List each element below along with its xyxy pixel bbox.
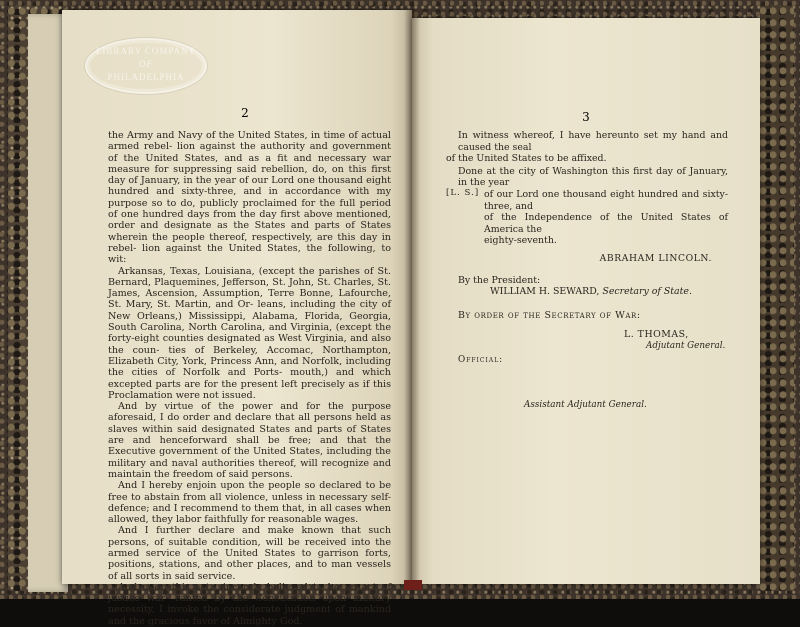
page-number-right: 3 (582, 110, 590, 124)
witness-line: In witness whereof, I have hereunto set my hand and caused the seal (458, 130, 728, 153)
thomas-signature: L. THOMAS, (624, 329, 689, 341)
assistant-adjutant-title: Assistant Adjutant General. (524, 400, 647, 411)
library-blind-stamp (85, 38, 207, 94)
book-gutter (404, 10, 420, 586)
dating-line: Done at the city of Washington this first day of January, in the year (458, 165, 728, 189)
dating-clause (458, 166, 728, 247)
paragraph: Arkansas, Texas, Louisiana, (except the parishes of St. Bernard, Plaquemines, Jefferson, St. John, St. Charles, St. James, Ascension, Assumption, Terre Bonne, Lafourche, St. Mary, St. Martin, and Or- leans, including the city of New Orleans,) Mississippi, Alabama, Florida, Georgia, South Carolina, North Carolina, and Virginia, (except the forty-eight counties designated as West Virginia, and also the coun- ties of Berkeley, Accomac, Northampton, Elizabeth City, York, Princess Ann, and Norfolk, including the cities of Norfolk and Ports- mouth,) and which excepted parts are for the present left precisely as if this Proclamation were not issued. (108, 265, 391, 401)
seward-title: Secretary of State. (602, 286, 692, 298)
by-order-line: By order of the Secretary of War: (458, 309, 641, 321)
paragraph: And by virtue of the power and for the purpose aforesaid, I do order and declare that all persons held as slaves within said designated States and parts of States are and henceforward shall be free; and that the Executive government of the United States, including the military and naval authorities thereof, will recognize and maintain the freedom of said persons. (108, 401, 391, 480)
adjutant-title: Adjutant General. (646, 340, 726, 351)
by-president-line: By the President: (458, 274, 541, 286)
seward-name: WILLIAM H. SEWARD, (490, 286, 600, 298)
stamp-line: LIBRARY COMPANY (95, 46, 197, 56)
official-label: Official: (458, 354, 504, 365)
dating-line: eighty-seventh. (484, 235, 557, 247)
cover-board-right (760, 6, 794, 591)
witness-line: of the United States to be affixed. (446, 153, 607, 165)
stamp-line: PHILADELPHIA (107, 72, 185, 82)
paragraph: the Army and Navy of the United States, in time of actual armed rebel- lion against the authority and government of the United States, and as a fit and necessary war measure for suppressing said rebellion, do, on this first day of January, in the year of our Lord one thousand eight hundred and sixty-three, and in accordance with my purpose so to do, publicly proclaimed for the full period of one hundred days from the day first above mentioned, order and designate as the States and parts of States wherein the people thereof, respectively, are this day in rebel- lion against the United States, the following, to wit: (108, 130, 391, 266)
signature-lincoln: ABRAHAM LINCOLN. (599, 252, 712, 264)
left-page-body (108, 130, 391, 627)
paragraph: And upon this act, sincerely believed to be an act of justice war- ranted by the Constitution upon military necessity, I invoke the considerate judgment of mankind and the gracious favor of Almighty God. (108, 581, 391, 627)
seal-mark: [L. S.] (446, 187, 480, 198)
paragraph: And I further declare and make known that such persons, of suitable condition, will be received into the armed service of the United States to garrison forts, positions, stations, and other places, and to man vessels of all sorts in said service. (108, 525, 391, 582)
right-page-body (446, 130, 728, 412)
paragraph: And I hereby enjoin upon the people so declared to be free to abstain from all violence, unless in necessary self-defence; and I recommend to them that, in all cases when allowed, they labor faithfully for reasonable wages. (108, 480, 391, 526)
spine-headband (404, 580, 422, 590)
page-number-left: 2 (241, 106, 249, 120)
dating-line: of the Independence of the United States of America the (484, 212, 728, 235)
stamp-line: OF (139, 59, 153, 69)
seward-line (490, 286, 728, 298)
dating-line: of our Lord one thousand eight hundred and sixty-three, and (484, 188, 728, 212)
done-block (446, 166, 728, 247)
